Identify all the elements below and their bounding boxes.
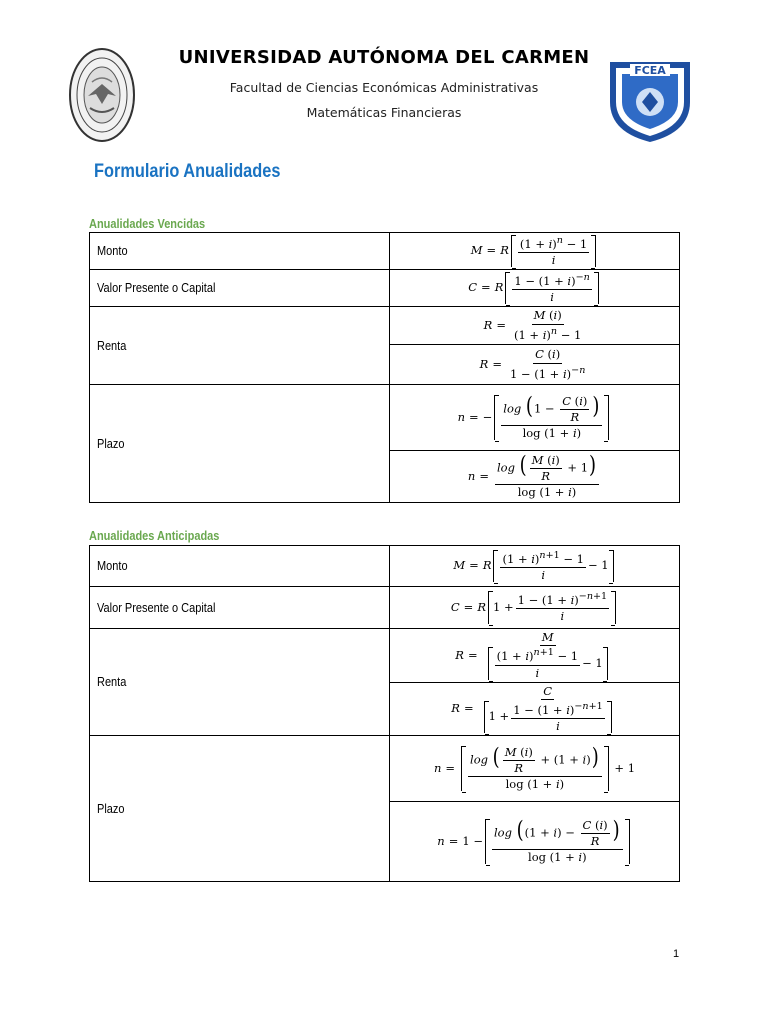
formula-plazo-monto-vencida: n = log ( $\frac{M (i)}{R}$ + 1) log (1 + i) <box>390 451 680 503</box>
formula-monto-anticipada: M = R $\frac{(1 + i)^{n+1} - 1}{i}$ − 1 <box>390 546 680 587</box>
formula-capital-vencida: C = R $\frac{1 - (1 + i)^{-n}}{i}$ <box>390 270 680 307</box>
formula-renta-monto-vencida: R = $\frac{M (i)}{(1 + i)^n - 1}$ <box>390 307 680 345</box>
section-title-vencidas: Anualidades Vencidas <box>89 217 206 231</box>
formula-renta-capital-anticipada: R = C 1 + $\frac{1 - (1 + i)^{-n+1}}{i}$ <box>390 683 680 736</box>
row-label: Renta <box>90 629 390 736</box>
row-label: Monto <box>90 546 390 587</box>
formula-capital-anticipada: C = R 1 + $\frac{1 - (1 + i)^{-n+1}}{i}$ <box>390 587 680 629</box>
row-label: Renta <box>90 307 390 385</box>
page-title: Formulario Anualidades <box>94 161 281 182</box>
formula-renta-monto-anticipada: R = M $\frac{(1 + i)^{n+1} - 1}{i}$ − 1 <box>390 629 680 683</box>
section-title-anticipadas: Anualidades Anticipadas <box>89 529 220 543</box>
fcea-logo-icon <box>604 56 696 144</box>
row-label: Valor Presente o Capital <box>90 270 390 307</box>
course-name: Matemáticas Financieras <box>306 105 462 120</box>
faculty-name: Facultad de Ciencias Económicas Administrativas <box>229 80 539 95</box>
formula-plazo-capital-vencida: n = − log (1 − $\frac{C (i)}{R}$ ) log (1 + i) <box>390 385 680 451</box>
row-label: Plazo <box>90 385 390 503</box>
formula-plazo-capital-anticipada: n = 1 − log ((1 + i) − $\frac{C (i)}{R}$ ) log (1 + i) <box>390 802 680 882</box>
fcea-logo-text: FCEA <box>634 64 666 77</box>
page-number: 1 <box>673 948 680 960</box>
formula-plazo-monto-anticipada: n = log ( $\frac{M (i)}{R}$ + (1 + i)) log (1 + i) + 1 <box>390 736 680 802</box>
university-name: UNIVERSIDAD AUTÓNOMA DEL CARMEN <box>178 47 590 68</box>
row-label: Plazo <box>90 736 390 882</box>
formula-monto-vencida: M = R $\frac{(1 + i)^n - 1}{i}$ <box>390 233 680 270</box>
row-label: Valor Presente o Capital <box>90 587 390 629</box>
formula-renta-capital-vencida: R = $\frac{C (i)}{1 - (1 + i)^{-n}}$ <box>390 345 680 385</box>
formula-table-vencidas <box>89 232 680 503</box>
formula-table-anticipadas <box>89 545 680 882</box>
row-label: Monto <box>90 233 390 270</box>
